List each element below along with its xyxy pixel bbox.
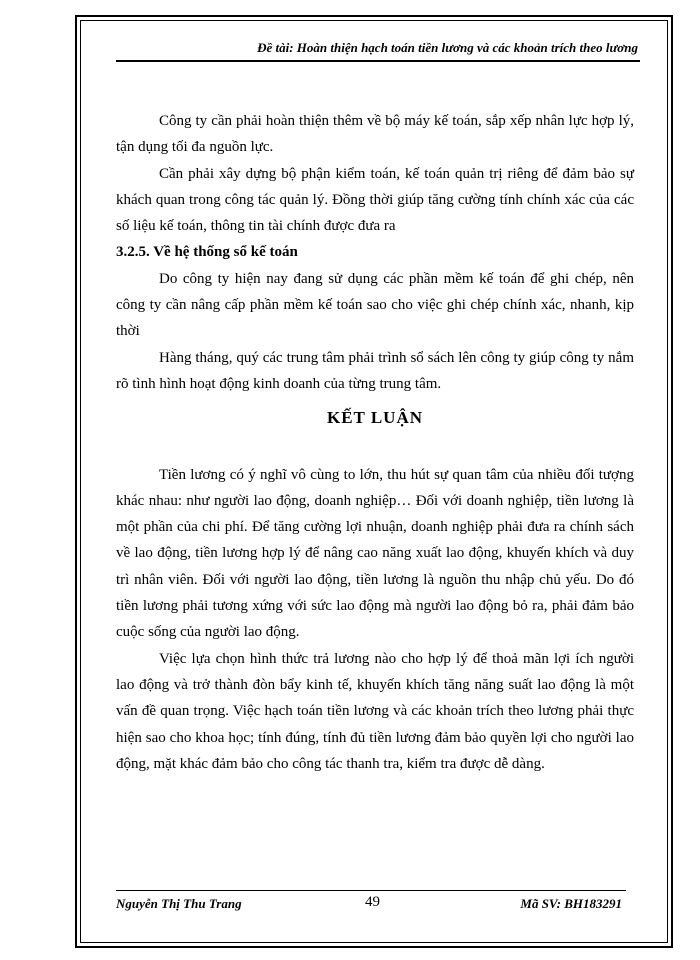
section-title: KẾT LUẬN: [326, 408, 423, 428]
paragraph: Do công ty hiện nay đang sử dụng các phần mềm kế toán để ghi chép, nên công ty cần nâng cấp phần mềm kế toán sao cho việc ghi chép chính xác, nhanh, kịp thời: [116, 270, 634, 340]
page-number: 49: [365, 894, 380, 910]
subsection-heading: 3.2.5. Về hệ thống sổ kế toán: [116, 244, 298, 261]
paragraph: Công ty cần phải hoàn thiện thêm về bộ máy kế toán, sắp xếp nhân lực hợp lý, tận dụng tối đa nguồn lực.: [116, 113, 634, 156]
footer-student-id: Mã SV: BH183291: [520, 896, 622, 911]
paragraph: Cần phải xây dựng bộ phận kiểm toán, kế toán quản trị riêng để đảm bảo sự khách quan trong công tác quản lý. Đồng thời giúp tăng cường tính chính xác của các số liệu kế toán, thông tin tài chính được đưa ra: [116, 165, 634, 235]
header-rule: [116, 60, 640, 62]
footer-author: Nguyễn Thị Thu Trang: [116, 896, 242, 911]
paragraph: Việc lựa chọn hình thức trả lương nào cho hợp lý để thoả mãn lợi ích người lao động và trở thành đòn bẩy kinh tế, khuyến khích tăng năng suất lao động là một vấn đề quan trọng. Việc hạch toán tiền lương và các khoản trích theo lương phải thực hiện sao cho khoa học; tính đúng, tính đủ tiền lương đảm bảo quyền lợi cho người lao động, mặt khác đảm bảo cho công tác thanh tra, kiểm tra được dễ dàng.: [116, 650, 634, 772]
footer-rule: [116, 890, 626, 891]
running-header: Đề tài: Hoàn thiện hạch toán tiền lương và các khoản trích theo lương: [257, 40, 638, 55]
paragraph: Tiền lương có ý nghĩ vô cùng to lớn, thu hút sự quan tâm của nhiều đối tượng khác nhau: như người lao động, doanh nghiệp… Đối với doanh nghiệp, tiền lương là một phần của chi phí. Để tăng cường lợi nhuận, doanh nghiệp phải đưa ra chính sách về lao động, tiền lương hợp lý để nâng cao năng xuất lao động, khuyến khích và duy trì nhân viên. Đối với người lao động, tiền lương là nguồn thu nhập chủ yếu. Do đó tiền lương phải tương xứng với sức lao động mà người lao động bỏ ra, phải đảm bảo cuộc sống của người lao động.: [116, 466, 634, 641]
paragraph: Hàng tháng, quý các trung tâm phải trình sổ sách lên công ty giúp công ty nắm rõ tình hình hoạt động kinh doanh của từng trung tâm.: [116, 349, 634, 392]
document-body: [116, 108, 634, 777]
